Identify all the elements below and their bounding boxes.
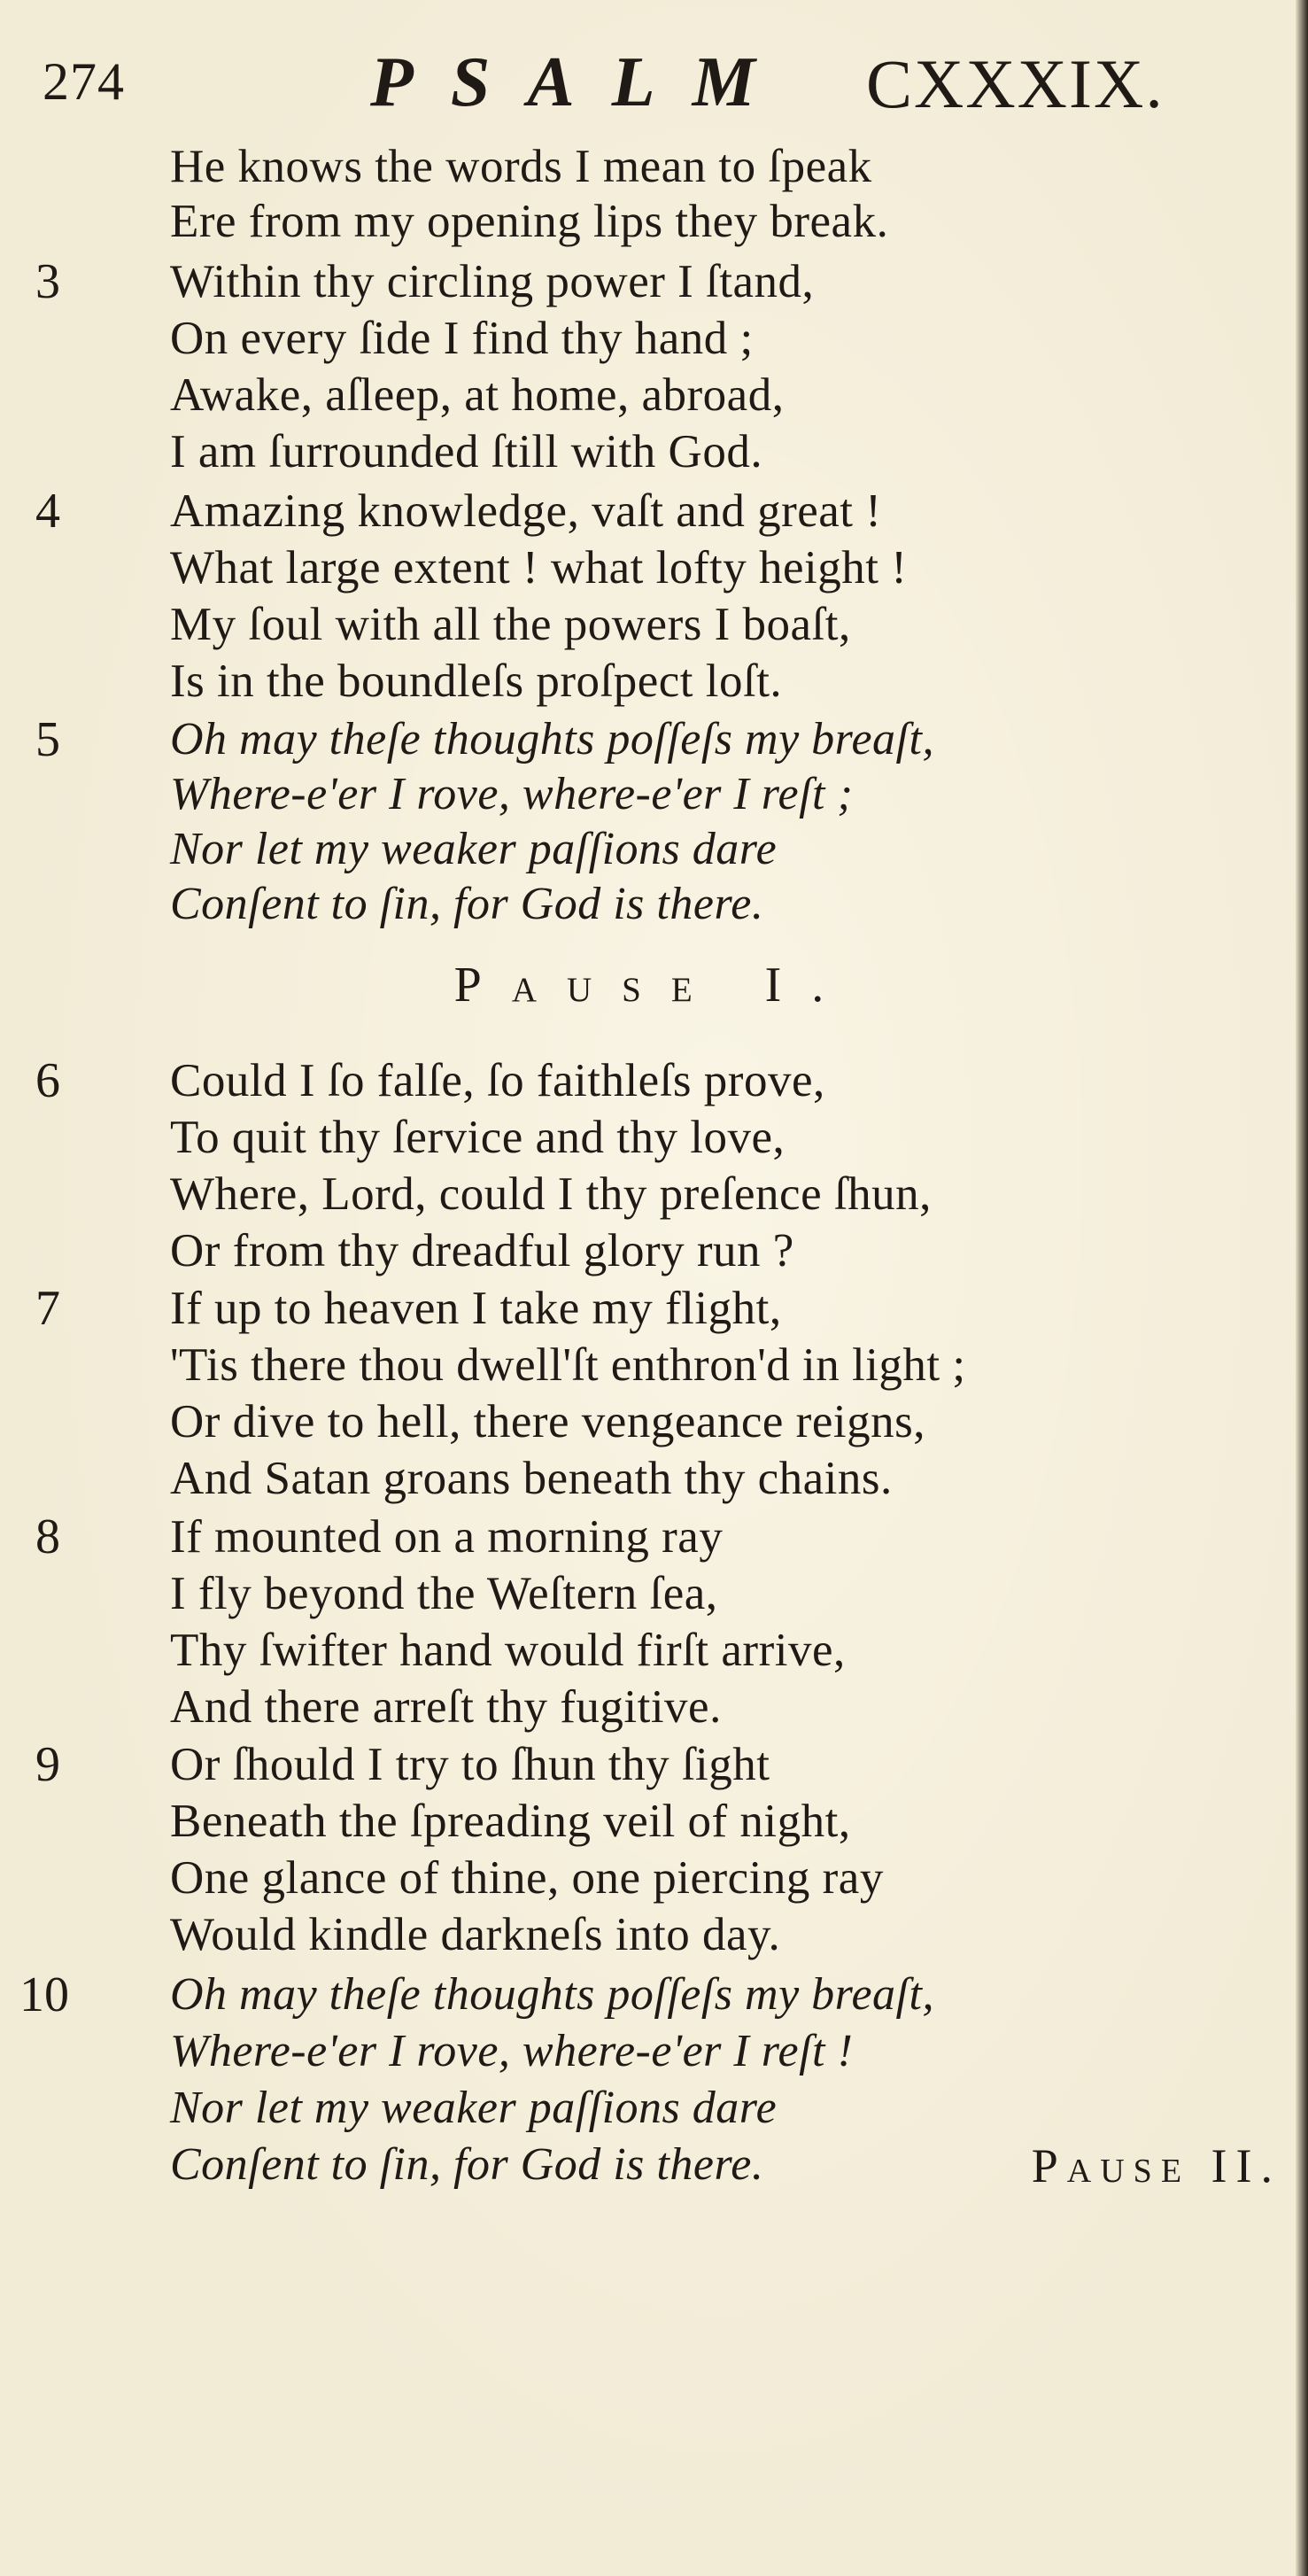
verse-line: Would kindle darkneſs into day. — [170, 1909, 781, 1960]
verse-line: Conſent to ſin, for God is there. — [170, 879, 764, 929]
verse-line: Or dive to hell, there vengeance reigns, — [170, 1396, 925, 1447]
verse-line: Nor let my weaker paſſions dare — [170, 2083, 778, 2133]
verse-line: Beneath the ſpreading veil of night, — [170, 1796, 851, 1847]
verse-line: What large extent ! what lofty height ! — [170, 542, 908, 594]
verse-line: Nor let my weaker paſſions dare — [170, 824, 778, 874]
verse-number: 10 — [19, 1967, 69, 2022]
verse-line: Where-e'er I rove, where-e'er I reſt ; — [170, 769, 854, 819]
pause-marker: Pause II. — [1031, 2139, 1281, 2192]
verse-line: Or ſhould I try to ſhun thy ſight — [170, 1739, 770, 1790]
verse-line: To quit thy ſervice and thy love, — [170, 1112, 786, 1163]
running-title: PSALM — [370, 43, 793, 121]
verse-line: And there arreſt thy fugitive. — [170, 1681, 722, 1733]
verse-line: On every ſide I find thy hand ; — [170, 313, 754, 364]
pause-heading: Pause I. — [453, 958, 855, 1013]
verse-line: If mounted on a morning ray — [170, 1511, 724, 1563]
verse-line: Or from thy dreadful glory run ? — [170, 1225, 794, 1276]
verse-line: I fly beyond the Weſtern ſea, — [170, 1568, 718, 1619]
verse-line: One glance of thine, one piercing ray — [170, 1852, 884, 1904]
verse-line: My ſoul with all the powers I boaſt, — [170, 599, 851, 650]
verse-line: He knows the words I mean to ſpeak — [170, 141, 872, 192]
verse-line: Within thy circling power I ſtand, — [170, 256, 815, 307]
verse-line: Where-e'er I rove, where-e'er I reſt ! — [170, 2026, 854, 2076]
verse-line: If up to heaven I take my flight, — [170, 1283, 782, 1334]
psalm-number: CXXXIX. — [866, 45, 1165, 122]
verse-line: And Satan groans beneath thy chains. — [170, 1453, 893, 1504]
verse-number: 7 — [35, 1281, 60, 1336]
verse-number: 4 — [35, 484, 60, 539]
verse-line: Where, Lord, could I thy preſence ſhun, — [170, 1168, 932, 1220]
verse-line: Ere from my opening lips they break. — [170, 196, 889, 247]
verse-line: Oh may theſe thoughts poſſeſs my breaſt, — [170, 1969, 934, 2020]
page-number: 274 — [43, 52, 125, 111]
verse-number: 3 — [35, 254, 60, 309]
verse-line: Thy ſwifter hand would firſt arrive, — [170, 1625, 846, 1676]
verse-line: Is in the boundleſs proſpect loſt. — [170, 656, 783, 707]
verse-number: 9 — [35, 1737, 60, 1792]
verse-number: 6 — [35, 1053, 60, 1108]
page-header — [43, 35, 1265, 133]
verse-line: 'Tis there thou dwell'ſt enthron'd in light ; — [170, 1339, 966, 1391]
verse-line: Conſent to ſin, for God is there. — [170, 2139, 764, 2190]
verse-number: 8 — [35, 1509, 60, 1564]
verse-line: Awake, aſleep, at home, abroad, — [170, 369, 785, 421]
verse-line: Oh may theſe thoughts poſſeſs my breaſt, — [170, 714, 934, 764]
page-binding-edge — [1296, 0, 1308, 2576]
verse-number: 5 — [35, 712, 60, 767]
verse-line: I am ſurrounded ſtill with God. — [170, 426, 763, 477]
verse-line: Amazing knowledge, vaſt and great ! — [170, 485, 882, 537]
verse-line: Could I ſo falſe, ſo faithleſs prove, — [170, 1055, 825, 1106]
